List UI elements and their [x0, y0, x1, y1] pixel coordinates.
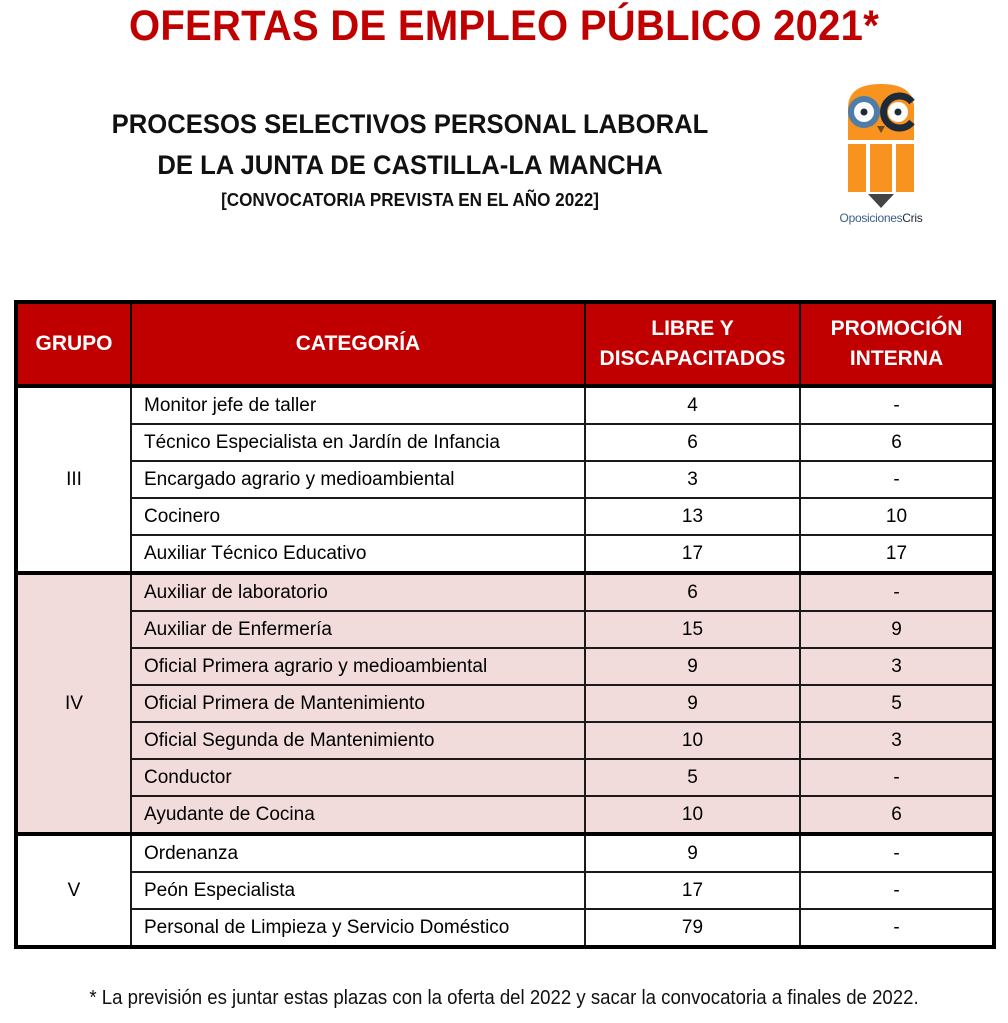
libre-cell: 17	[585, 872, 800, 909]
table-row	[16, 498, 994, 535]
table-header-row	[16, 302, 994, 386]
table-row	[16, 611, 994, 648]
page-title: OFERTAS DE EMPLEO PÚBLICO 2021*	[128, 2, 880, 50]
table-row	[16, 424, 994, 461]
job-offers-table	[14, 300, 996, 949]
promocion-cell: -	[800, 461, 994, 498]
promocion-cell: 9	[800, 611, 994, 648]
table-row	[16, 872, 994, 909]
table-row	[16, 573, 994, 611]
promocion-cell: -	[800, 872, 994, 909]
logo-brand-text: OposicionesCris	[839, 211, 923, 225]
table-row	[16, 834, 994, 872]
promocion-cell: -	[800, 386, 994, 424]
libre-cell: 13	[585, 498, 800, 535]
table-row	[16, 909, 994, 947]
promocion-cell: -	[800, 759, 994, 796]
brand-logo	[826, 80, 936, 230]
promocion-cell: -	[800, 573, 994, 611]
category-cell: Oficial Segunda de Mantenimiento	[131, 722, 585, 759]
category-cell: Oficial Primera agrario y medioambiental	[131, 648, 585, 685]
promocion-cell: -	[800, 909, 994, 947]
header-libre-discapacitados: LIBRE Y DISCAPACITADOS	[585, 302, 800, 386]
subtitle-line-1: PROCESOS SELECTIVOS PERSONAL LABORAL	[111, 109, 709, 139]
table-row	[16, 796, 994, 834]
group-cell: III	[16, 386, 131, 573]
libre-cell: 4	[585, 386, 800, 424]
table-row	[16, 685, 994, 722]
promocion-cell: 6	[800, 796, 994, 834]
category-cell: Ordenanza	[131, 834, 585, 872]
category-cell: Peón Especialista	[131, 872, 585, 909]
category-cell: Oficial Primera de Mantenimiento	[131, 685, 585, 722]
libre-cell: 17	[585, 535, 800, 573]
header-promocion-interna: PROMOCIÓN INTERNA	[800, 302, 994, 386]
promocion-cell: 3	[800, 722, 994, 759]
category-cell: Auxiliar de laboratorio	[131, 573, 585, 611]
header-categoria: CATEGORÍA	[131, 302, 585, 386]
libre-cell: 10	[585, 722, 800, 759]
category-cell: Técnico Especialista en Jardín de Infancia	[131, 424, 585, 461]
table-row	[16, 461, 994, 498]
table-row	[16, 386, 994, 424]
promocion-cell: 3	[800, 648, 994, 685]
libre-cell: 9	[585, 648, 800, 685]
subtitle-line-2: DE LA JUNTA DE CASTILLA-LA MANCHA	[157, 150, 663, 180]
libre-cell: 79	[585, 909, 800, 947]
promocion-cell: 6	[800, 424, 994, 461]
promocion-cell: 17	[800, 535, 994, 573]
libre-cell: 15	[585, 611, 800, 648]
libre-cell: 9	[585, 685, 800, 722]
libre-cell: 6	[585, 424, 800, 461]
category-cell: Auxiliar Técnico Educativo	[131, 535, 585, 573]
footnote: * La previsión es juntar estas plazas con la oferta del 2022 y sacar la convocatoria a finales de 2022.	[89, 987, 919, 1009]
category-cell: Personal de Limpieza y Servicio Doméstico	[131, 909, 585, 947]
table-row	[16, 648, 994, 685]
table-row	[16, 722, 994, 759]
subtitle-line-3: [CONVOCATORIA PREVISTA EN EL AÑO 2022]	[221, 190, 599, 210]
libre-cell: 10	[585, 796, 800, 834]
header-grupo: GRUPO	[16, 302, 131, 386]
libre-cell: 5	[585, 759, 800, 796]
category-cell: Monitor jefe de taller	[131, 386, 585, 424]
libre-cell: 9	[585, 834, 800, 872]
table-row	[16, 535, 994, 573]
group-cell: IV	[16, 573, 131, 834]
category-cell: Conductor	[131, 759, 585, 796]
promocion-cell: 10	[800, 498, 994, 535]
promocion-cell: 5	[800, 685, 994, 722]
table-row	[16, 759, 994, 796]
promocion-cell: -	[800, 834, 994, 872]
category-cell: Ayudante de Cocina	[131, 796, 585, 834]
category-cell: Cocinero	[131, 498, 585, 535]
group-cell: V	[16, 834, 131, 947]
category-cell: Auxiliar de Enfermería	[131, 611, 585, 648]
category-cell: Encargado agrario y medioambiental	[131, 461, 585, 498]
owl-pencil-logo-icon	[826, 80, 936, 210]
libre-cell: 6	[585, 573, 800, 611]
libre-cell: 3	[585, 461, 800, 498]
